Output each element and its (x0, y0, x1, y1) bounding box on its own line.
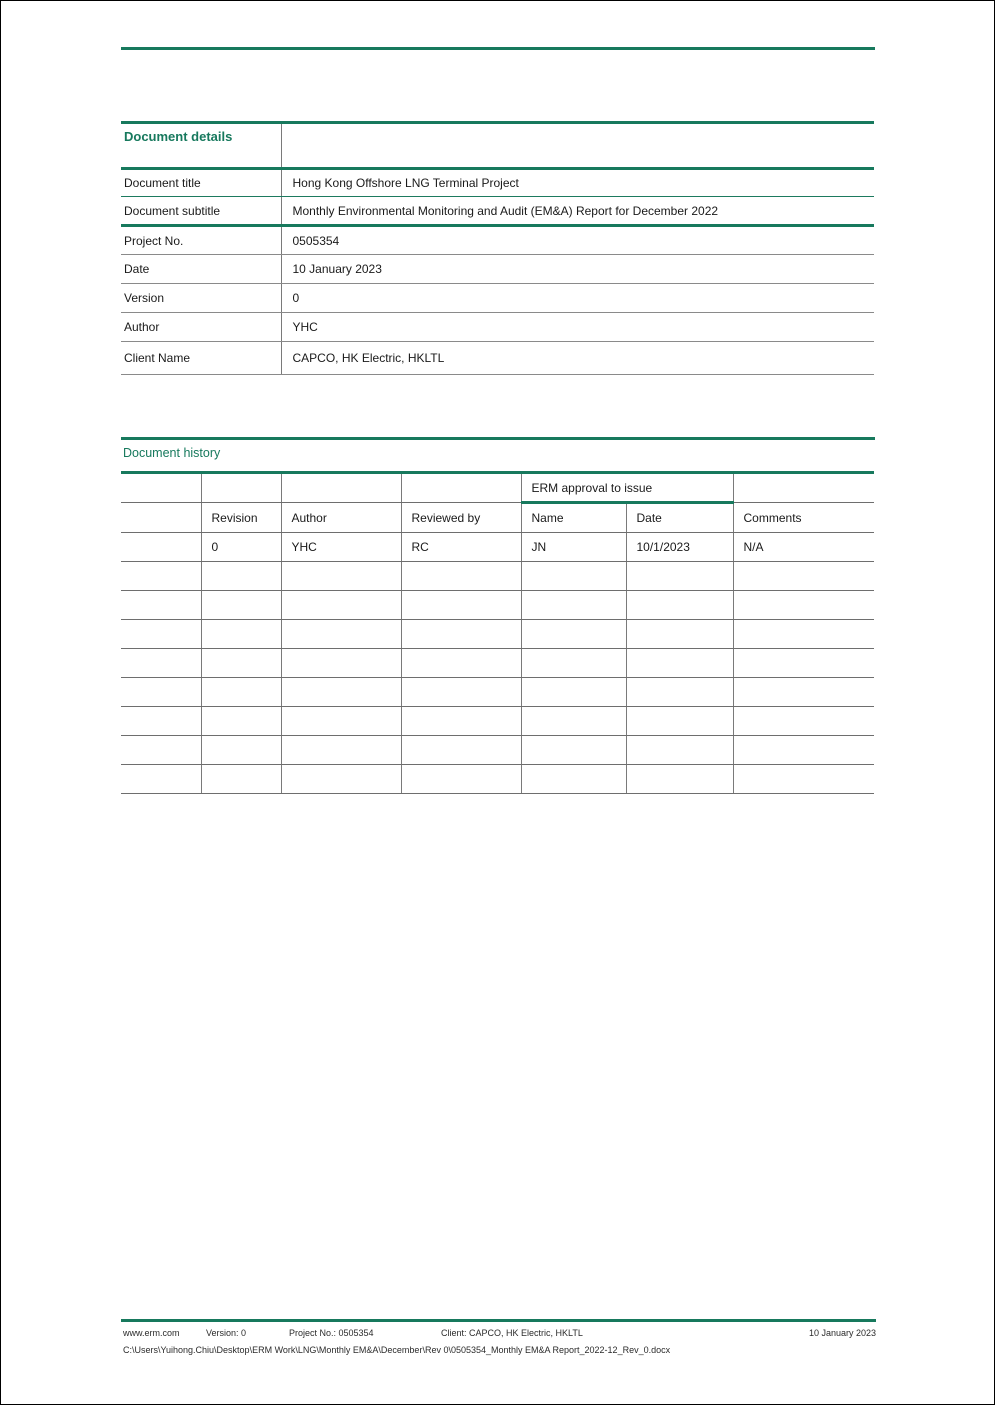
empty-cell (521, 707, 626, 736)
table-row (121, 736, 874, 765)
column-header (121, 503, 201, 533)
history-section-rule (121, 437, 875, 440)
footer-version: Version: 0 (206, 1328, 247, 1338)
table-row (121, 533, 874, 562)
empty-cell (121, 473, 201, 503)
table-row (121, 649, 874, 678)
empty-cell (201, 678, 281, 707)
empty-cell (201, 649, 281, 678)
table-row (121, 620, 874, 649)
empty-cell (201, 707, 281, 736)
column-header: Revision (201, 503, 281, 533)
table-row (121, 197, 874, 226)
table-row (121, 562, 874, 591)
footer-file-path: C:\Users\Yuihong.Chiu\Desktop\ERM Work\LNG\Monthly EM&A\December\Rev 0\0505354_Monthly EM&A Report_2022-12_Rev_0.docx (123, 1345, 671, 1355)
empty-cell (626, 562, 733, 591)
table-row (121, 284, 874, 313)
empty-cell (201, 473, 281, 503)
field-value: YHC (281, 313, 874, 342)
empty-cell (281, 649, 401, 678)
empty-cell (201, 620, 281, 649)
field-value: 10 January 2023 (281, 255, 874, 284)
empty-cell (733, 591, 874, 620)
history-cell: 10/1/2023 (626, 533, 733, 562)
empty-cell (281, 473, 401, 503)
empty-cell (121, 649, 201, 678)
field-label: Client Name (121, 342, 281, 375)
empty-cell (401, 765, 521, 794)
empty-cell (733, 620, 874, 649)
empty-cell (521, 649, 626, 678)
empty-cell (401, 562, 521, 591)
document-history-heading: Document history (123, 446, 221, 460)
empty-cell (521, 562, 626, 591)
column-header: Reviewed by (401, 503, 521, 533)
document-details-table (121, 121, 874, 375)
footer-website: www.erm.com (123, 1328, 180, 1338)
history-cell: JN (521, 533, 626, 562)
table-row (121, 313, 874, 342)
empty-cell (733, 707, 874, 736)
table-row (121, 342, 874, 375)
field-value: 0 (281, 284, 874, 313)
field-value: Hong Kong Offshore LNG Terminal Project (281, 169, 874, 197)
empty-cell (281, 707, 401, 736)
empty-cell (281, 562, 401, 591)
field-label: Project No. (121, 226, 281, 255)
field-label: Author (121, 313, 281, 342)
empty-cell (626, 707, 733, 736)
empty-cell (521, 620, 626, 649)
column-header: Date (626, 503, 733, 533)
field-label: Document subtitle (121, 197, 281, 226)
empty-cell (521, 678, 626, 707)
history-cell: N/A (733, 533, 874, 562)
empty-cell (401, 649, 521, 678)
footer-project: Project No.: 0505354 (289, 1328, 374, 1338)
history-cell (121, 533, 201, 562)
field-label: Document title (121, 169, 281, 197)
empty-cell (121, 765, 201, 794)
table-row (121, 255, 874, 284)
column-header: Comments (733, 503, 874, 533)
field-value: CAPCO, HK Electric, HKLTL (281, 342, 874, 375)
empty-cell (281, 678, 401, 707)
field-label: Date (121, 255, 281, 284)
empty-cell (201, 562, 281, 591)
footer-date: 10 January 2023 (808, 1328, 876, 1338)
empty-cell (733, 473, 874, 503)
empty-cell (733, 562, 874, 591)
empty-cell (401, 736, 521, 765)
empty-cell (281, 591, 401, 620)
erm-approval-header: ERM approval to issue (521, 473, 733, 503)
footer-client: Client: CAPCO, HK Electric, HKLTL (441, 1328, 583, 1338)
empty-cell (733, 765, 874, 794)
history-cell: RC (401, 533, 521, 562)
empty-cell (201, 591, 281, 620)
empty-cell (733, 678, 874, 707)
field-value: Monthly Environmental Monitoring and Audit (EM&A) Report for December 2022 (281, 197, 874, 226)
footer-rule (121, 1319, 876, 1322)
empty-cell (121, 591, 201, 620)
empty-cell (281, 123, 874, 169)
field-label: Version (121, 284, 281, 313)
empty-cell (521, 765, 626, 794)
empty-cell (401, 678, 521, 707)
table-row (121, 765, 874, 794)
empty-cell (121, 736, 201, 765)
empty-cell (626, 591, 733, 620)
empty-cell (281, 765, 401, 794)
empty-cell (626, 765, 733, 794)
field-value: 0505354 (281, 226, 874, 255)
empty-cell (626, 678, 733, 707)
empty-cell (521, 736, 626, 765)
empty-cell (121, 678, 201, 707)
empty-cell (281, 736, 401, 765)
history-cell: 0 (201, 533, 281, 562)
table-row (121, 707, 874, 736)
table-row (121, 226, 874, 255)
empty-cell (281, 620, 401, 649)
column-header: Name (521, 503, 626, 533)
top-divider-rule (121, 47, 875, 50)
document-history-table (121, 471, 874, 794)
empty-cell (626, 620, 733, 649)
empty-cell (401, 591, 521, 620)
empty-cell (201, 736, 281, 765)
table-row (121, 678, 874, 707)
empty-cell (121, 620, 201, 649)
empty-cell (626, 736, 733, 765)
empty-cell (401, 473, 521, 503)
empty-cell (401, 707, 521, 736)
empty-cell (626, 649, 733, 678)
table-row (121, 169, 874, 197)
empty-cell (201, 765, 281, 794)
empty-cell (733, 649, 874, 678)
table-row (121, 591, 874, 620)
empty-cell (401, 620, 521, 649)
empty-cell (521, 591, 626, 620)
table-header-row (121, 503, 874, 533)
document-details-heading: Document details (121, 123, 281, 169)
history-cell: YHC (281, 533, 401, 562)
column-header: Author (281, 503, 401, 533)
empty-cell (733, 736, 874, 765)
empty-cell (121, 707, 201, 736)
empty-cell (121, 562, 201, 591)
table-row (121, 123, 874, 169)
footer (1, 1328, 995, 1342)
table-row (121, 473, 874, 503)
